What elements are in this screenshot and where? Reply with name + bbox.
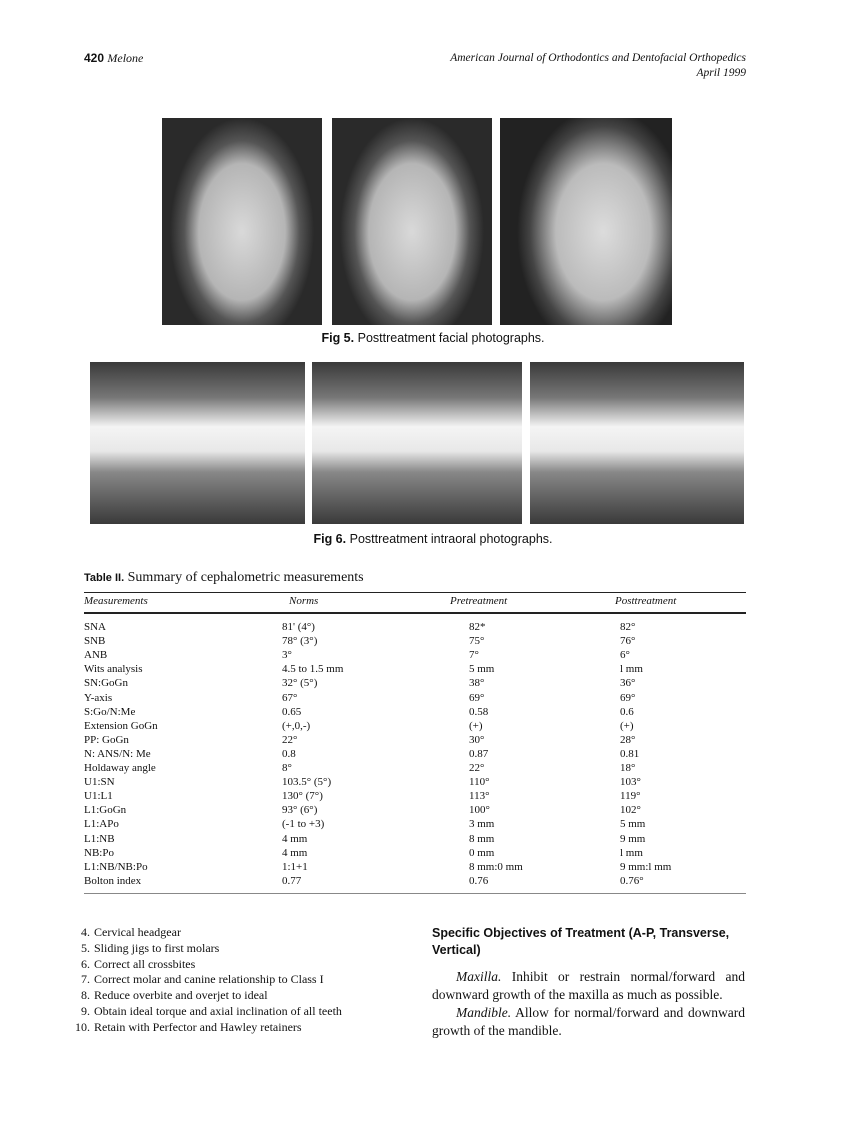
table-cell: 0.87 <box>469 747 489 760</box>
list-number: 4. <box>81 925 90 939</box>
table-cell: 3 mm <box>469 818 495 831</box>
table-cell: l mm <box>620 846 643 859</box>
mandible-text: Allow for normal/forward and downward growth of the mandible. <box>432 1005 745 1038</box>
table-title <box>84 570 364 586</box>
table-row <box>84 621 746 635</box>
table-cell: 130° (7°) <box>282 790 323 803</box>
table-row <box>84 635 746 649</box>
table-row <box>84 734 746 748</box>
list-item <box>74 957 342 973</box>
table-cell: l mm <box>620 663 643 676</box>
table-bottom-rule <box>84 893 746 894</box>
treatment-list <box>74 925 342 1036</box>
table-row <box>84 818 746 832</box>
maxilla-paragraph <box>432 968 745 1004</box>
table-cell: 22° <box>282 733 298 746</box>
issue-date: April 1999 <box>696 67 746 79</box>
table-cell: 4 mm <box>282 846 308 859</box>
list-item <box>74 925 342 941</box>
table-row <box>84 649 746 663</box>
section-heading: Specific Objectives of Treatment (A-P, Transverse, Vertical) <box>432 926 730 957</box>
table-cell: 0 mm <box>469 846 495 859</box>
facial-photo-smiling <box>332 118 492 325</box>
table-cell: (+) <box>469 719 483 732</box>
table-cell: 119° <box>620 790 641 803</box>
col-header-pretreatment: Pretreatment <box>450 595 508 607</box>
table-cell: 76° <box>620 635 636 648</box>
table-cell: 82° <box>620 621 636 633</box>
table-row <box>84 720 746 734</box>
table-cell: L1:GoGn <box>84 804 127 817</box>
table-cell: U1:SN <box>84 776 115 789</box>
intraoral-photo-frontal <box>90 362 305 524</box>
table-row <box>84 776 746 790</box>
table-cell: 82* <box>469 621 486 633</box>
maxilla-label: Maxilla. <box>456 969 502 984</box>
table-row <box>84 663 746 677</box>
table-header-rule <box>84 612 746 614</box>
table-cell: Wits analysis <box>84 663 143 676</box>
table-cell: Bolton index <box>84 874 142 887</box>
table-cell: 93° (6°) <box>282 804 318 817</box>
table-cell: PP: GoGn <box>84 733 129 746</box>
table-cell: 81' (4°) <box>282 621 315 633</box>
table-header <box>84 595 746 609</box>
table-cell: 5 mm <box>620 818 646 831</box>
table-cell: 102° <box>620 804 641 817</box>
table-cell: 100° <box>469 804 490 817</box>
table-cell: 0.8 <box>282 747 296 760</box>
table-top-rule <box>84 592 746 593</box>
table-cell: 30° <box>469 733 485 746</box>
col-header-posttreatment: Posttreatment <box>615 595 677 607</box>
page-number <box>84 51 143 66</box>
list-text: Cervical headgear <box>94 925 181 939</box>
running-header <box>450 51 746 81</box>
list-number: 7. <box>81 972 90 987</box>
running-author: Melone <box>107 51 144 65</box>
intraoral-photo-left <box>530 362 744 524</box>
list-item <box>74 1020 342 1036</box>
table-cell: 18° <box>620 762 636 774</box>
table-cell: 0.77 <box>282 874 302 887</box>
table-row <box>84 861 746 875</box>
table-cell: SN:GoGn <box>84 677 129 690</box>
list-number: 9. <box>81 1003 90 1018</box>
list-item <box>74 941 342 957</box>
table-cell: 113° <box>469 790 490 803</box>
table-label: Table II. <box>84 572 125 584</box>
table-cell: U1:L1 <box>84 790 113 803</box>
table-cell: 0.76° <box>620 874 644 887</box>
table-cell: Y-axis <box>84 691 113 704</box>
table-cell: 103° <box>620 776 641 789</box>
table-cell: 67° <box>282 691 298 704</box>
table-cell: L1:NB <box>84 832 115 845</box>
table-row <box>84 847 746 861</box>
list-text: Correct all crossbites <box>94 956 196 971</box>
table-title-text: Summary of cephalometric measurements <box>127 570 364 585</box>
table-cell: 8° <box>282 762 292 774</box>
table-row <box>84 706 746 720</box>
table-row <box>84 748 746 762</box>
mandible-label: Mandible. <box>456 1005 512 1020</box>
list-text: Obtain ideal torque and axial inclination of all teeth <box>94 1003 342 1018</box>
list-item <box>74 1004 342 1020</box>
table-cell: 69° <box>620 691 636 704</box>
table-cell: 9 mm <box>620 832 646 845</box>
table-cell: 36° <box>620 677 636 690</box>
table-cell: (+,0,-) <box>282 719 311 732</box>
list-number: 8. <box>81 988 90 1003</box>
table-cell: (+) <box>620 719 634 732</box>
table-cell: ANB <box>84 649 108 662</box>
facial-photo-profile <box>500 118 672 325</box>
fig6-caption <box>0 532 866 546</box>
table-cell: L1:NB/NB:Po <box>84 860 148 873</box>
list-text: Correct molar and canine relationship to Class I <box>94 972 324 987</box>
table-cell: SNB <box>84 635 106 648</box>
table-cell: (-1 to +3) <box>282 818 325 831</box>
table-row <box>84 692 746 706</box>
objectives-section <box>432 925 745 1040</box>
table-cell: S:Go/N:Me <box>84 705 136 718</box>
intraoral-photo-right <box>312 362 522 524</box>
list-text: Reduce overbite and overjet to ideal <box>94 988 268 1003</box>
list-text: Sliding jigs to first molars <box>94 940 220 955</box>
table-cell: 0.76 <box>469 874 489 887</box>
table-cell: 6° <box>620 649 630 662</box>
table-cell: 103.5° (5°) <box>282 776 332 789</box>
table-cell: 4 mm <box>282 832 308 845</box>
table-cell: 32° (5°) <box>282 677 318 690</box>
table-cell: SNA <box>84 621 107 633</box>
table-row <box>84 677 746 691</box>
list-number: 6. <box>81 956 90 971</box>
table-cell: 0.65 <box>282 705 302 718</box>
list-item <box>74 972 342 988</box>
table-cell: 8 mm <box>469 832 495 845</box>
list-number: 10. <box>75 1019 90 1034</box>
col-header-measurements: Measurements <box>84 595 148 607</box>
table-row <box>84 833 746 847</box>
table-cell: 69° <box>469 691 485 704</box>
facial-photo-frontal <box>162 118 322 325</box>
table-cell: 22° <box>469 762 485 774</box>
list-item <box>74 988 342 1004</box>
table-cell: 28° <box>620 733 636 746</box>
table-cell: Extension GoGn <box>84 719 158 732</box>
table-cell: 4.5 to 1.5 mm <box>282 663 344 676</box>
table-cell: 0.6 <box>620 705 634 718</box>
table-cell: 8 mm:0 mm <box>469 860 523 873</box>
table-cell: NB:Po <box>84 846 114 859</box>
journal-name: American Journal of Orthodontics and Dentofacial Orthopedics <box>450 52 746 64</box>
table-cell: 0.58 <box>469 705 489 718</box>
col-header-norms: Norms <box>289 595 319 607</box>
table-cell: 5 mm <box>469 663 495 676</box>
table-cell: 1:1+1 <box>282 860 308 873</box>
table-cell: 78° (3°) <box>282 635 318 648</box>
table-cell: Holdaway angle <box>84 762 156 774</box>
table-cell: 0.81 <box>620 747 640 760</box>
table-cell: L1:APo <box>84 818 119 831</box>
fig6-label: Fig 6. <box>313 532 347 546</box>
table-cell: N: ANS/N: Me <box>84 747 151 760</box>
table-row <box>84 875 746 889</box>
fig5-text: Posttreatment facial photographs. <box>357 331 545 345</box>
list-text: Retain with Perfector and Hawley retainers <box>94 1019 302 1034</box>
fig6-text: Posttreatment intraoral photographs. <box>349 532 553 546</box>
maxilla-text: Inhibit or restrain normal/forward and downward growth of the maxilla as much as possible. <box>432 969 745 1002</box>
table-cell: 38° <box>469 677 485 690</box>
list-number: 5. <box>81 940 90 955</box>
fig5-label: Fig 5. <box>321 331 355 345</box>
table-row <box>84 790 746 804</box>
table-cell: 7° <box>469 649 479 662</box>
table-cell: 3° <box>282 649 292 662</box>
mandible-paragraph <box>432 1004 745 1040</box>
table-row <box>84 804 746 818</box>
table-cell: 110° <box>469 776 490 789</box>
table-cell: 75° <box>469 635 485 648</box>
table-cell: 9 mm:l mm <box>620 860 672 873</box>
page-number-text: 420 <box>84 51 105 65</box>
fig5-caption <box>0 331 866 345</box>
table-row <box>84 762 746 776</box>
